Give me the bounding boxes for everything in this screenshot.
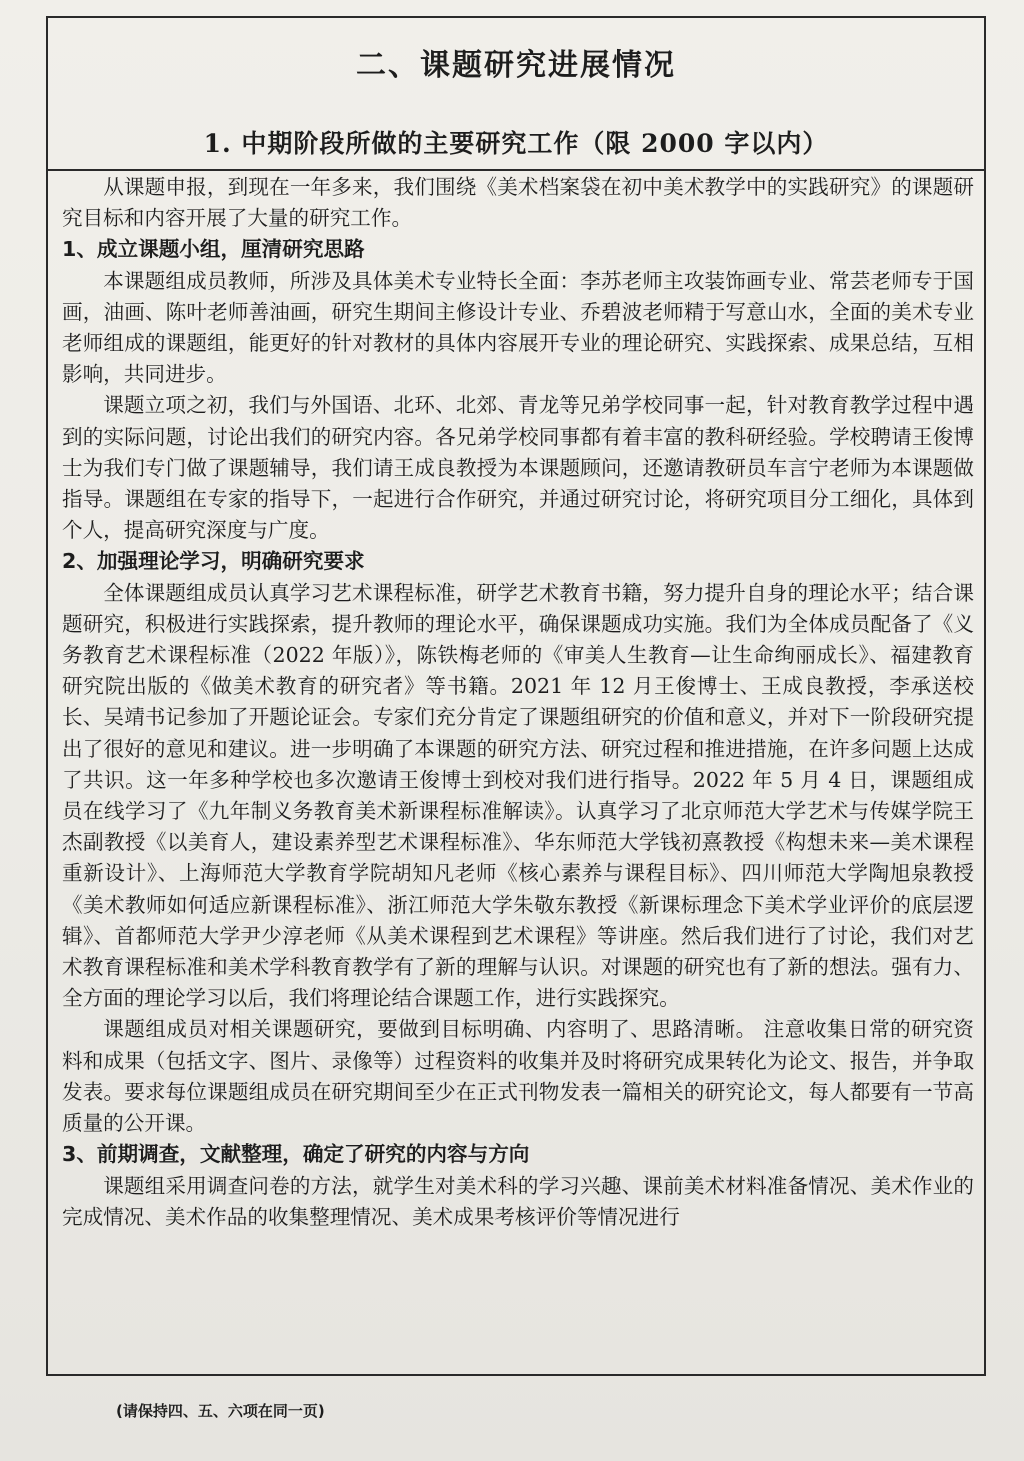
body-paragraph: 课题组成员对相关课题研究，要做到目标明确、内容明了、思路清晰。 注意收集日常的研究资料和成果（包括文字、图片、录像等）过程资料的收集并及时将研究成果转化为论文、报告，并争取发表。要求每位课题组成员在研究期间至少在正式刊物发表一篇相关的研究论文，每人都要有一节高质量的公开课。 (62, 1017, 974, 1136)
body-paragraph: 课题组采用调查问卷的方法，就学生对美术科的学习兴趣、课前美术材料准备情况、美术作业的完成情况、美术作品的收集整理情况、美术成果考核评价等情况进行 (62, 1173, 974, 1229)
section-subtitle: 1. 中期阶段所做的主要研究工作（限 2000 字以内） (203, 129, 829, 158)
body-paragraph: 课题立项之初，我们与外国语、北环、北郊、青龙等兄弟学校同事一起，针对教育教学过程中遇到的实际问题，讨论出我们的研究内容。各兄弟学校同事都有着丰富的教科研经验。学校聘请王俊博士为我们专门做了课题辅导，我们请王成良教授为本课题顾问，还邀请教研员车言宁老师为本课题做指导。课题组在专家的指导下，一起进行合作研究，并通过研究讨论，将研究项目分工细化，具体到个人，提高研究深度与广度。 (62, 393, 974, 543)
body-paragraph: 从课题申报，到现在一年多来，我们围绕《美术档案袋在初中美术教学中的实践研究》的课题研究目标和内容开展了大量的研究工作。 (62, 175, 974, 231)
section-heading: 1、成立课题小组，厘清研究思路 (62, 237, 365, 262)
section-heading: 3、前期调查，文献整理，确定了研究的内容与方向 (62, 1142, 530, 1167)
footer-note: (请保持四、五、六项在同一页) (116, 1402, 325, 1420)
section-heading: 2、加强理论学习，明确研究要求 (62, 549, 365, 574)
page-title: 二、课题研究进展情况 (356, 48, 676, 83)
header-divider (48, 169, 984, 171)
body-text (62, 172, 974, 1233)
body-paragraph: 全体课题组成员认真学习艺术课程标准，研学艺术教育书籍，努力提升自身的理论水平；结合课题研究，积极进行实践探索，提升教师的理论水平，确保课题成功实施。我们为全体成员配备了《义务教育艺术课程标准（2022 年版）》，陈铁梅老师的《审美人生教育—让生命绚丽成长》、福建教育研究院出版的《做美术教育的研究者》等书籍。2021 年 12 月王俊博士、王成良教授，李承送校长、吴靖书记参加了开题论证会。专家们充分肯定了课题组研究的价值和意义，并对下一阶段研究提出了很好的意见和建议。进一步明确了本课题的研究方法、研究过程和推进措施，在许多问题上达成了共识。这一年多种学校也多次邀请王俊博士到校对我们进行指导。2022 年 5 月 4 日，课题组成员在线学习了《九年制义务教育美术新课程标准解读》。认真学习了北京师范大学艺术与传媒学院王杰副教授《以美育人，建设素养型艺术课程标准》、华东师范大学钱初熹教授《构想未来—美术课程重新设计》、上海师范大学教育学院胡知凡老师《核心素养与课程目标》、四川师范大学陶旭泉教授《美术教师如何适应新课程标准》、浙江师范大学朱敬东教授《新课标理念下美术学业评价的底层逻辑》、首都师范大学尹少淳老师《从美术课程到艺术课程》等讲座。然后我们进行了讨论，我们对艺术教育课程标准和美术学科教育教学有了新的理解与认识。对课题的研究也有了新的想法。强有力、全方面的理论学习以后，我们将理论结合课题工作，进行实践探究。 (62, 580, 974, 1011)
body-paragraph: 本课题组成员教师，所涉及具体美术专业特长全面：李苏老师主攻装饰画专业、常芸老师专于国画，油画、陈叶老师善油画，研究生期间主修设计专业、乔碧波老师精于写意山水，全面的美术专业老师组成的课题组，能更好的针对教材的具体内容展开专业的理论研究、实践探索、成果总结，互相影响，共同进步。 (62, 268, 974, 387)
form-frame (46, 16, 986, 1376)
